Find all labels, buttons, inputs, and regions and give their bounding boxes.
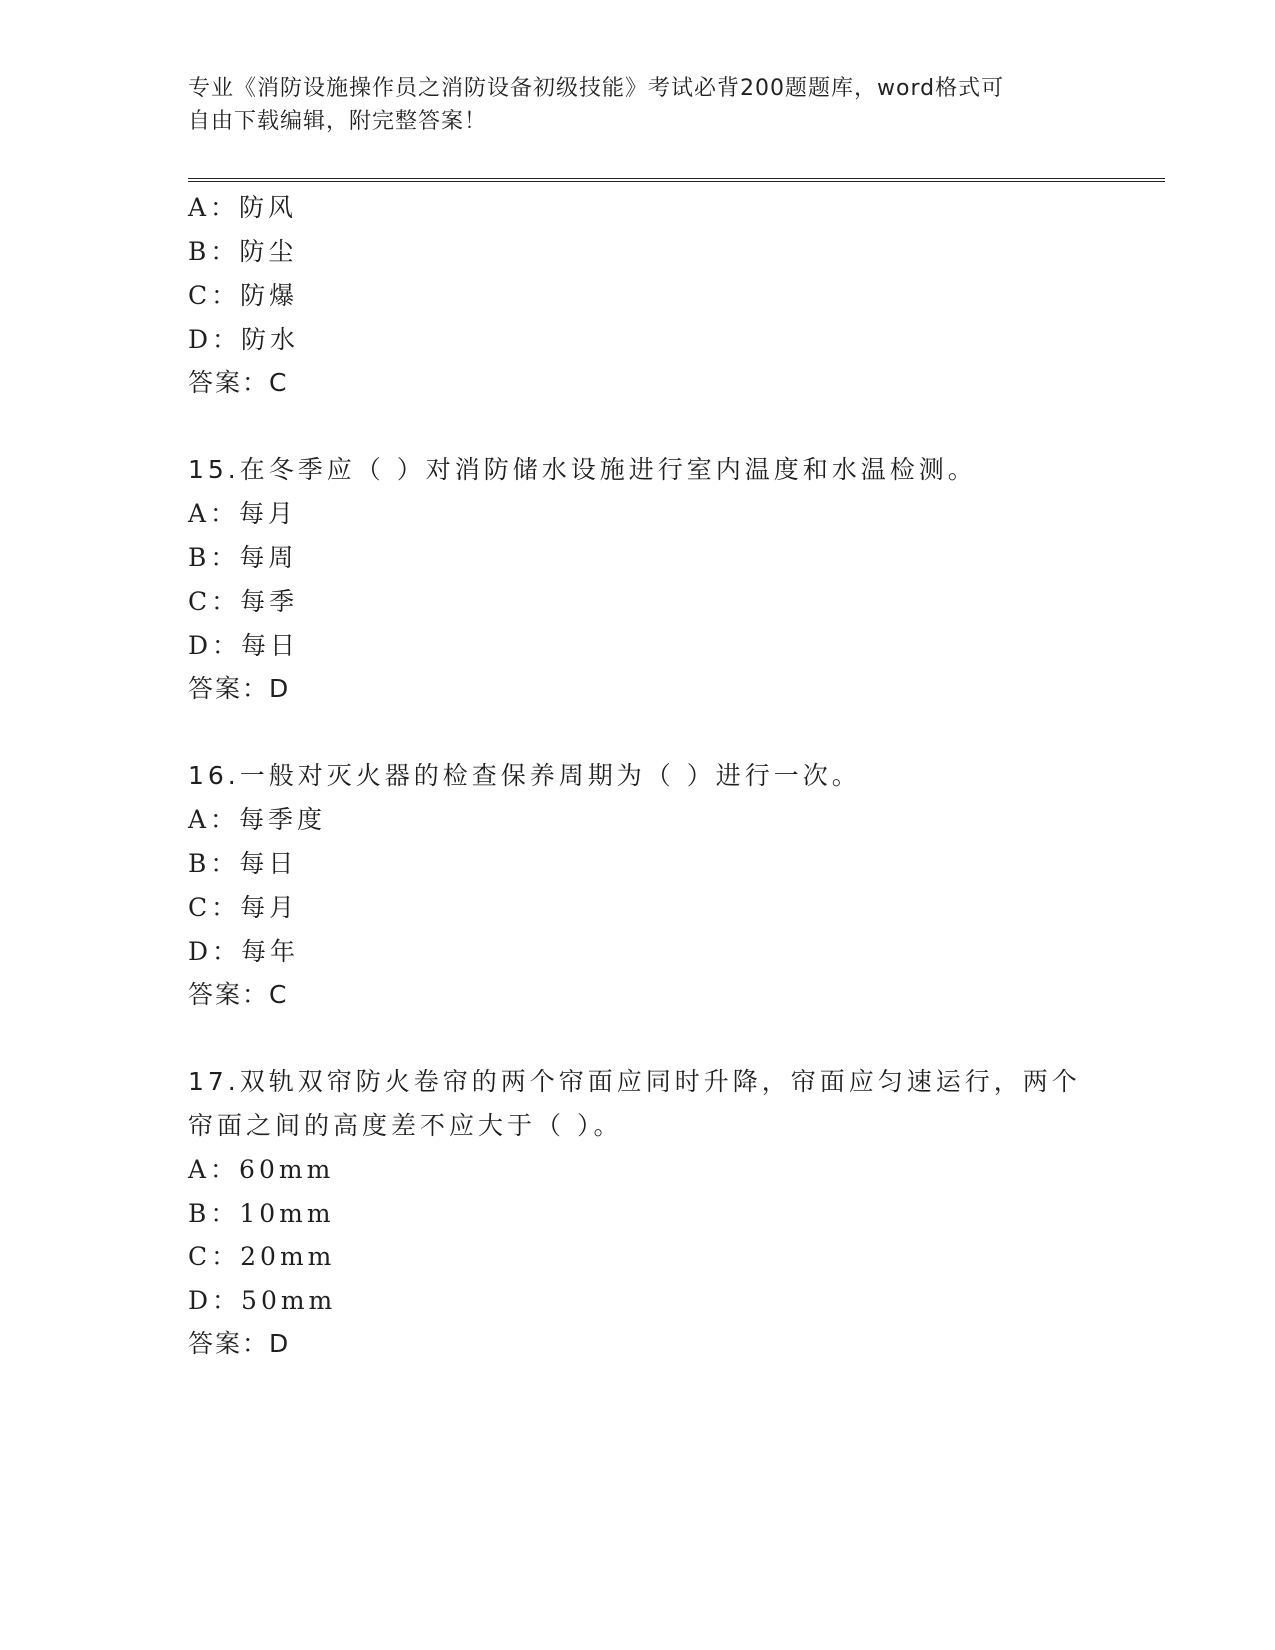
- q16-option-d: D：每年: [188, 937, 300, 966]
- q15-option-a: A：每月: [188, 499, 298, 528]
- q14-option-c: C：防爆: [188, 281, 299, 310]
- q17-option-a: A：60mm: [188, 1155, 335, 1184]
- q14-option-d: D：防水: [188, 325, 300, 354]
- q14-option-a: A：防风: [188, 193, 298, 222]
- q16-answer: 答案：C: [188, 980, 289, 1009]
- q15-option-c: C：每季: [188, 587, 299, 616]
- q17-option-c: C：20mm: [188, 1242, 336, 1271]
- q17-answer: 答案：D: [188, 1329, 291, 1358]
- q16-question: 16.一般对灭火器的检查保养周期为（ ）进行一次。: [188, 761, 861, 790]
- header-divider: [188, 178, 1165, 182]
- q16-option-b: B：每日: [188, 849, 298, 878]
- q17-option-b: B：10mm: [188, 1199, 335, 1228]
- q16-option-c: C：每月: [188, 893, 299, 922]
- q17-question-line-2: 帘面之间的高度差不应大于（ ）。: [188, 1111, 623, 1140]
- q14-option-b: B：防尘: [188, 237, 298, 266]
- q15-answer: 答案：D: [188, 674, 291, 703]
- q17-question-line-1: 17.双轨双帘防火卷帘的两个帘面应同时升降，帘面应匀速运行，两个: [188, 1067, 1081, 1096]
- q14-answer: 答案：C: [188, 368, 289, 397]
- header-title-line-1: 专业《消防设施操作员之消防设备初级技能》考试必背200题题库，word格式可: [188, 76, 1005, 101]
- q16-option-a: A：每季度: [188, 805, 327, 834]
- header-title-line-2: 自由下载编辑，附完整答案！: [188, 109, 488, 134]
- q15-question: 15.在冬季应（ ）对消防储水设施进行室内温度和水温检测。: [188, 455, 977, 484]
- q15-option-d: D：每日: [188, 631, 300, 660]
- q17-option-d: D：50mm: [188, 1286, 337, 1315]
- document-header: [188, 72, 1088, 138]
- q15-option-b: B：每周: [188, 543, 298, 572]
